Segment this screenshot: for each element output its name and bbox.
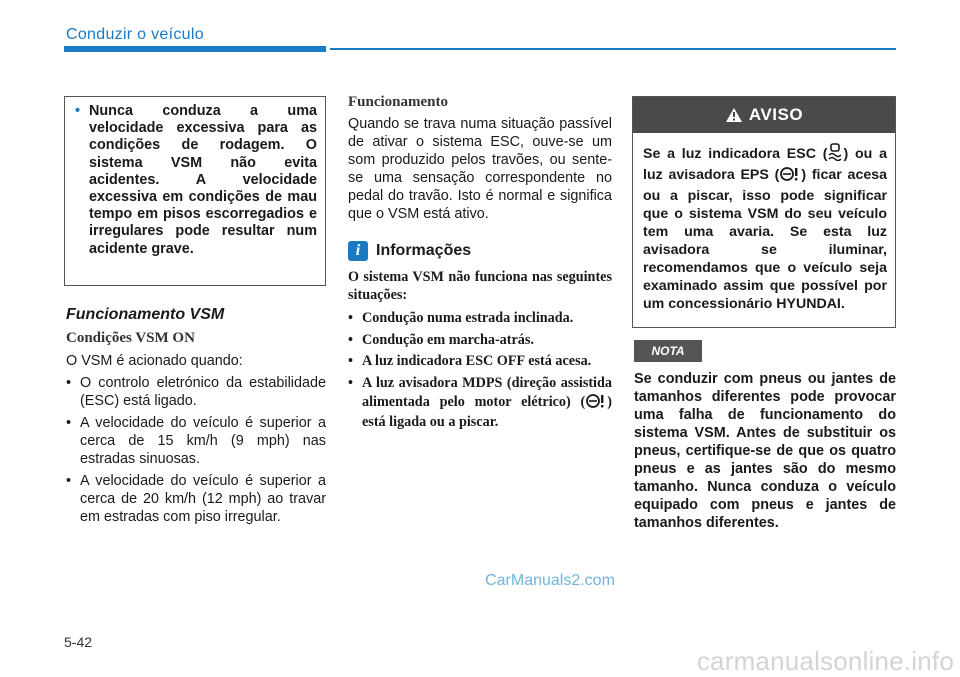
warning-item — [75, 103, 317, 258]
list-item-text: A velocidade do veículo é superior a cerca de 20 km/h (12 mph) ao travar em estradas com piso irregular. — [80, 473, 326, 525]
header-title: Conduzir o veículo — [66, 26, 204, 43]
list-item: • A luz indicadora ESC OFF está acesa. — [348, 353, 592, 370]
page-number: 5-42 — [64, 634, 93, 650]
watermark-carmanualsonline: carmanualsonline.info — [696, 646, 954, 676]
warning-list — [75, 103, 317, 258]
vsm-intro: O VSM é acionado quando: — [66, 353, 243, 369]
operation-title: Funcionamento — [348, 94, 449, 110]
warning-triangle-icon — [725, 107, 743, 123]
aviso-box — [632, 96, 896, 328]
list-item-text: Condução em marcha-atrás. — [362, 331, 534, 348]
column-operation — [348, 94, 612, 436]
bullet-dot-icon: • — [75, 103, 81, 119]
aviso-text-part: ) ficar acesa ou a piscar, isso pode significar que o sistema VSM do seu veículo tem uma avaria. Se esta luz avisadora se iluminar, recomendamos que o veículo seja examinado assim que possível por um concessionário HYUNDAI. — [643, 167, 888, 312]
aviso-text-part: Se a luz indicadora ESC ( — [643, 146, 828, 162]
list-item: • O controlo eletrónico da estabilidade (ESC) está ligado. — [66, 375, 326, 409]
warning-box — [64, 96, 326, 286]
list-item: • Condução em marcha-atrás. — [348, 331, 534, 348]
list-item: • A velocidade do veículo é superior a cerca de 15 km/h (9 mph) nas estradas sinuosas. — [66, 415, 326, 467]
vsm-bullet-list — [66, 374, 326, 526]
info-bullet-list — [348, 310, 612, 432]
list-item-text: A luz indicadora ESC OFF está acesa. — [362, 353, 592, 370]
header-rule-thick — [64, 46, 326, 52]
list-item-text: ) está ligada ou a piscar. — [362, 393, 612, 431]
info-title: Informações — [376, 242, 472, 259]
info-body — [348, 269, 612, 432]
nota-badge: NOTA — [634, 340, 702, 362]
list-item-text: Condução numa estrada inclinada. — [362, 310, 574, 327]
list-item-text: A luz avisadora MDPS (direção assistida alimentada pelo motor elétrico) ( — [362, 374, 612, 410]
info-header — [348, 241, 612, 261]
list-item-text: A velocidade do veículo é superior a cerca de 15 km/h (9 mph) nas estradas sinuosas. — [80, 415, 326, 467]
info-intro: O sistema VSM não funciona nas seguintes situações: — [348, 269, 612, 303]
list-item-text: O controlo eletrónico da estabilidade (ESC) está ligado. — [80, 375, 326, 409]
aviso-text — [633, 133, 895, 313]
mdps-warning-icon — [585, 393, 607, 415]
aviso-header — [633, 97, 895, 133]
eps-warning-icon — [779, 166, 801, 187]
vsm-conditions — [66, 352, 326, 530]
aviso-text-part: ) ou a luz avisadora EPS ( — [643, 146, 887, 183]
warning-text: Nunca conduza a uma velocidade excessiva para as condições de rodagem. O sistema VSM não evita acidentes. A velocidade excessiva em condições de mau tempo em pisos escorregadios e irregulares pode resultar num acidente grave. — [89, 103, 317, 257]
info-icon: i — [348, 241, 368, 261]
header-rule-thin — [330, 48, 896, 50]
list-item: • A velocidade do veículo é superior a cerca de 20 km/h (12 mph) ao travar em estradas com piso irregular. — [66, 473, 326, 525]
esc-indicator-icon — [827, 143, 843, 166]
watermark-carmanuals2: CarManuals2.com — [485, 572, 615, 589]
vsm-section-title: Funcionamento VSM — [66, 306, 225, 323]
list-item: • A luz avisadora MDPS (direção assistida alimentada pelo motor elétrico) ( ) está ligada ou a piscar. — [348, 374, 612, 431]
aviso-title: AVISO — [748, 105, 804, 124]
list-item: • Condução numa estrada inclinada. — [348, 310, 574, 327]
operation-text: Quando se trava numa situação passível de ativar o sistema ESC, ouve-se um som produzido pelos travões, ou sente-se uma sensação correspondente no pedal do travão. Isto é normal e significa que o VSM está ativo. — [348, 116, 612, 222]
nota-text: Se conduzir com pneus ou jantes de tamanhos diferentes pode provocar uma falha de funcionamento do sistema VSM. Antes de substituir os pneus, certifique-se de que os quatro pneus e as jantes são do mesmo tamanho. Nunca conduza o veículo equipado com pneus e jantes de tamanhos diferentes. — [634, 371, 896, 531]
vsm-sub-title: Condições VSM ON — [66, 330, 195, 346]
